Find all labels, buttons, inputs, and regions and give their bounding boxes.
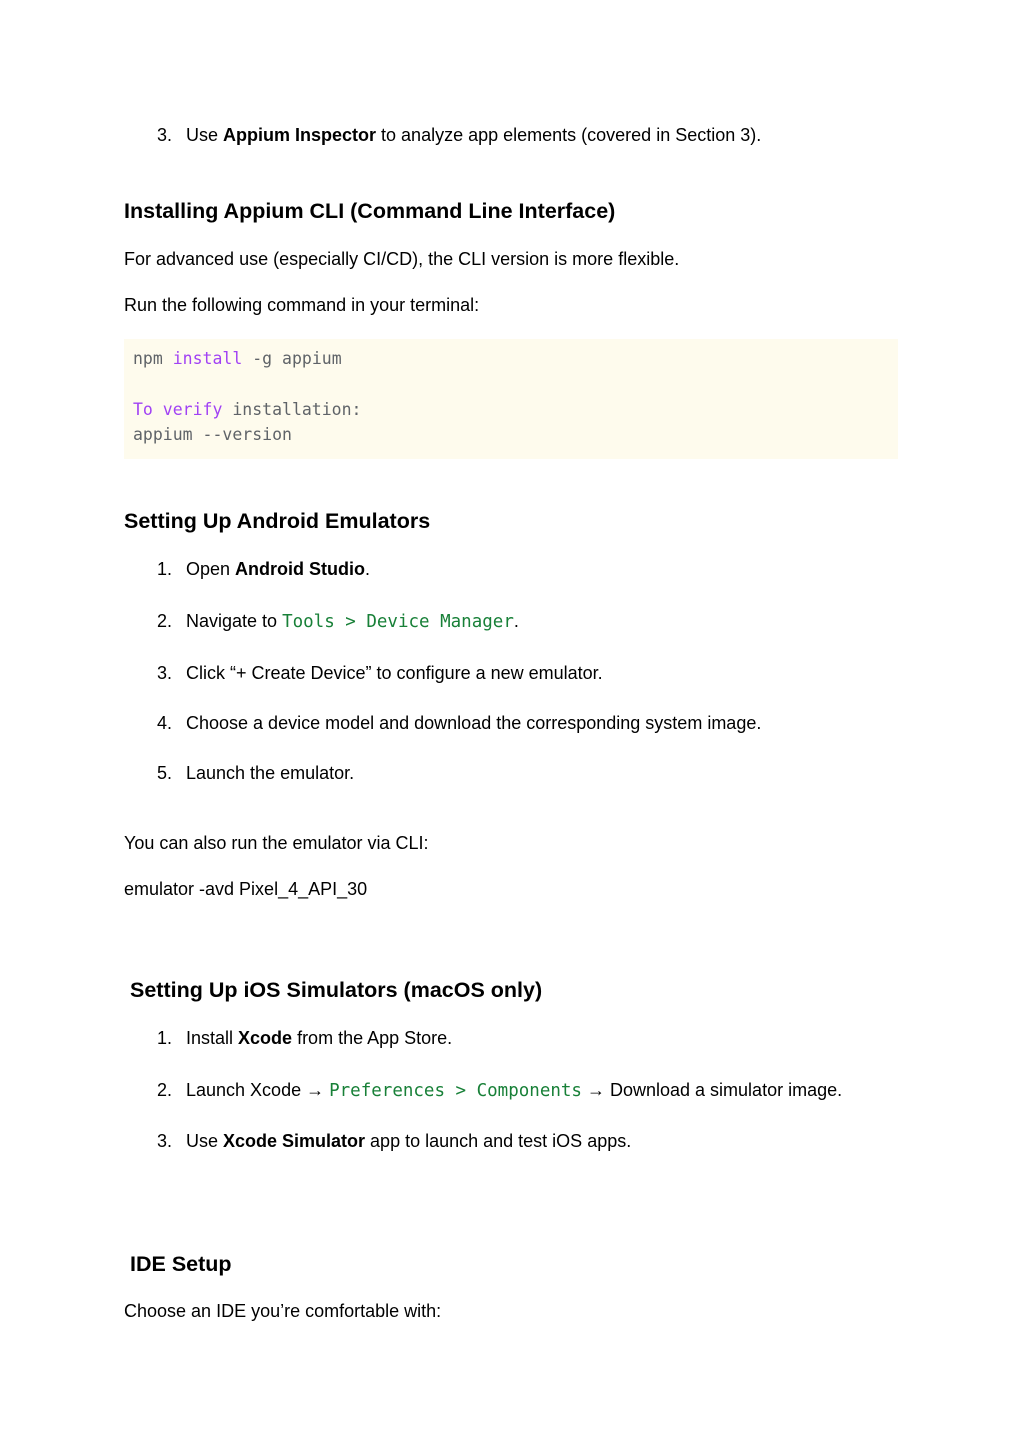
- bold-text: Appium Inspector: [223, 125, 377, 145]
- list-item: 3. Click “+ Create Device” to configure a new emulator.: [156, 663, 603, 683]
- code-block: [124, 339, 898, 459]
- bold-text: Xcode Simulator: [223, 1131, 366, 1151]
- paragraph-cli-intro: For advanced use (especially CI/CD), the CLI version is more flexible.: [124, 249, 680, 269]
- paragraph-emulator-command: emulator -avd Pixel_4_API_30: [124, 879, 368, 899]
- heading-appium-cli: Installing Appium CLI (Command Line Interface): [124, 199, 616, 223]
- heading-ide-setup: IDE Setup: [130, 1252, 232, 1276]
- list-item: 1. Install Xcode from the App Store.: [156, 1028, 453, 1048]
- list-item: 1. Open Android Studio.: [156, 559, 371, 579]
- heading-ios-simulators: Setting Up iOS Simulators (macOS only): [130, 978, 543, 1002]
- list-item-inspector: 3. Use Appium Inspector to analyze app elements (covered in Section 3).: [186, 124, 761, 146]
- bold-text: Xcode: [238, 1028, 293, 1048]
- code-line-3: appium --version: [133, 425, 292, 444]
- paragraph-ide-intro: Choose an IDE you’re comfortable with:: [124, 1301, 442, 1321]
- list-item: 3. Use Xcode Simulator app to launch and test iOS apps.: [156, 1131, 632, 1151]
- inline-code: Preferences > Components: [329, 1081, 582, 1101]
- list-item: 2. Launch Xcode → Preferences > Components → Download a simulator image.: [156, 1080, 843, 1101]
- list-item: 5. Launch the emulator.: [156, 763, 355, 783]
- inline-code: Tools > Device Manager: [282, 612, 514, 632]
- list-item: 4. Choose a device model and download the corresponding system image.: [156, 713, 762, 733]
- list-item: 2. Navigate to Tools > Device Manager.: [156, 611, 519, 632]
- bold-text: Android Studio: [235, 559, 366, 579]
- code-line-1: npm install -g appium: [133, 349, 342, 368]
- list-number: 3.: [156, 125, 172, 145]
- paragraph-run-command: Run the following command in your terminal:: [124, 295, 480, 315]
- code-line-2: To verify installation:: [133, 400, 362, 419]
- paragraph-emulator-cli: You can also run the emulator via CLI:: [124, 833, 429, 853]
- heading-android-emulators: Setting Up Android Emulators: [124, 509, 431, 533]
